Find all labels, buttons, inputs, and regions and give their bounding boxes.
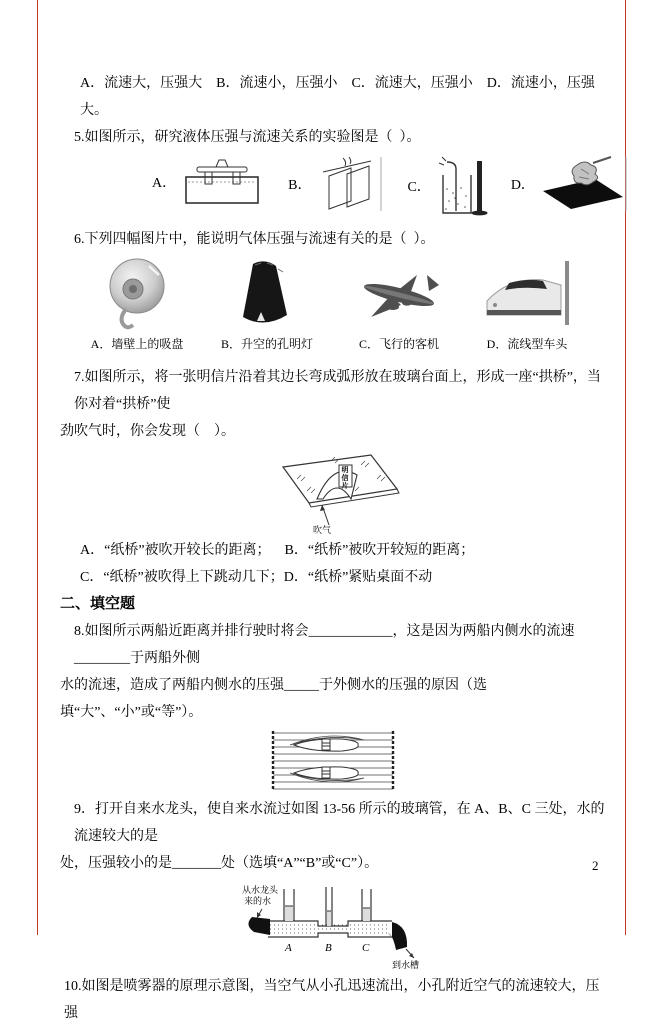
suction-cup-photo [93, 257, 181, 331]
postcard-arch-sketch [253, 447, 413, 535]
q5-figure-row [152, 155, 606, 221]
q9-question-line2: 处，压强较小的是_______处（选填“A”“B”或“C”）。 [60, 856, 379, 871]
pipe-inlet-label-line2: 来的水 [244, 896, 272, 906]
q6-caption-c: C．飞行的客机 [358, 337, 439, 351]
q6-caption-b: B．升空的孔明灯 [220, 337, 313, 351]
q5-option-c-figure [407, 155, 492, 217]
q5-option-b-label: B． [288, 178, 312, 193]
q5-option-a-label: A． [152, 176, 177, 191]
page-border-right [625, 0, 626, 935]
q5-option-d-label: D． [510, 178, 535, 193]
postcard-card-label: 明信片 [341, 466, 349, 490]
kongming-lantern-photo [223, 257, 311, 331]
q6-option-d [468, 257, 586, 331]
blow-air-label: 吹气 [313, 525, 332, 535]
q9-pipe-figure [240, 881, 426, 971]
pipe-letter-b: B [325, 942, 332, 954]
pipe-letter-a: A [285, 942, 292, 954]
q4-options-text: A．流速大，压强大 B．流速小，压强小 C．流速大，压强小 D．流速小，压强大。 [80, 76, 595, 118]
q7-question-line2: 劲吹气时，你会发现（ ）。 [60, 424, 235, 439]
q6-caption-row [78, 331, 606, 352]
glass-pipe-sketch [240, 881, 426, 971]
streamlined-train-photo [481, 257, 573, 331]
q5-option-b-figure [288, 155, 387, 213]
q6-option-a [78, 257, 196, 331]
q7-options-line2: C．“纸桥”被吹得上下跳动几下；D．“纸桥”紧贴桌面不动 [80, 570, 433, 585]
beaker-tube-sketch [433, 155, 493, 217]
airliner-photo [351, 257, 447, 331]
q9-question-line1: 9．打开自来水龙头，使自来水流过如图 13-56 所示的玻璃管，在 A、B、C 三处，水的流速较大的是 [74, 802, 605, 844]
pipe-inlet-label-line1: 从水龙头 [242, 885, 279, 895]
q8-question-line1: 8.如图所示两船近距离并排行驶时将会____________，这是因为两船内侧水的流速________于两船外侧 [74, 624, 575, 666]
q7-question-line1: 7.如图所示，将一张明信片沿着其边长弯成弧形放在玻璃台面上，形成一座“拱桥”，当你对着“拱桥”使 [74, 370, 601, 412]
q5-option-a-figure [152, 155, 266, 209]
q6-caption-d: D．流线型车头 [486, 337, 568, 351]
q7-postcard-figure [253, 447, 413, 535]
q6-option-b [208, 257, 326, 331]
q5-question-text: 5.如图所示，研究液体压强与流速关系的实验图是（ ）。 [74, 130, 421, 145]
q6-question-text: 6.下列四幅图片中，能说明气体压强与流速有关的是（ ）。 [74, 232, 435, 247]
q10-question-line1: 10.如图是喷雾器的原理示意图，当空气从小孔迅速流出，小孔附近空气的流速较大，压强 [64, 979, 600, 1021]
q6-caption-a: A．墙壁上的吸盘 [90, 337, 184, 351]
section-fill-in-heading: 二、填空题 [60, 596, 136, 612]
sanding-block-sketch [537, 155, 629, 213]
q6-photo-row [78, 257, 606, 331]
pipe-letter-c: C [362, 942, 370, 954]
pipe-outlet-label: 到水槽 [392, 960, 420, 970]
hanging-papers-sketch [313, 155, 387, 213]
q5-option-d-figure [511, 155, 629, 213]
q7-options-line1: A．“纸桥”被吹开较长的距离； B．“纸桥”被吹开较短的距离； [80, 543, 475, 558]
q5-option-c-label: C． [407, 180, 431, 195]
q8-ships-figure [266, 728, 400, 794]
q6-option-c [340, 257, 458, 331]
two-ships-streamlines-sketch [266, 728, 400, 794]
page-number: 2 [592, 858, 599, 873]
q8-question-line2: 水的流速，造成了两船内侧水的压强_____于外侧水的压强的原因（选填“大”、“小”或“等”）。 [60, 678, 487, 720]
page-content [60, 0, 606, 1027]
page-border-left [37, 0, 38, 935]
floating-models-sketch [178, 155, 266, 209]
